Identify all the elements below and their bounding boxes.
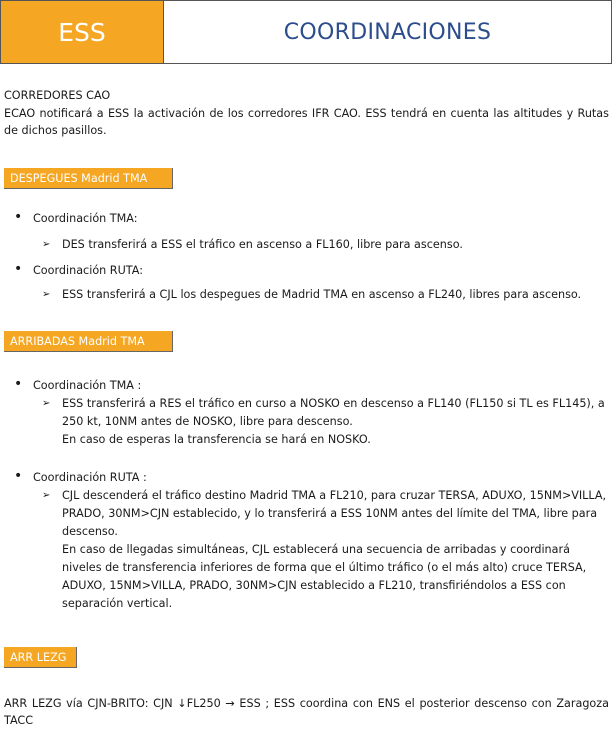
arribadas-item-label: Coordinación TMA : xyxy=(33,379,142,392)
arribadas-item-line: PRADO, 30NM>CJN establecido, y lo transferirá a ESS 10NM antes del límite del TMA, libre para xyxy=(62,507,598,520)
despegues-item-text: ESS transferirá a CJL los despegues de Madrid TMA en ascenso a FL240, libres para ascenso. xyxy=(62,288,582,301)
arrow-bullet-icon: ➢ xyxy=(42,289,51,300)
page-title: COORDINACIONES xyxy=(283,19,492,45)
lezg-text: ARR LEZG vía CJN-BRITO: CJN ↓FL250 → ESS ; ESS coordina con ENS el posterior descenso con Zaragoza TACC xyxy=(4,697,609,727)
arribadas-item-line: ADUXO, 15NM>VILLA, PRADO, 30NM>CJN establecido a FL210, transfiriéndolos a ESS con xyxy=(62,579,566,592)
bullet-icon: • xyxy=(14,209,23,225)
arribadas-item-line: En caso de llegadas simultáneas, CJL establecerá una secuencia de arribadas y coordinará xyxy=(62,543,570,556)
arrow-bullet-icon: ➢ xyxy=(42,239,51,250)
arribadas-item-line: CJL descenderá el tráfico destino Madrid TMA a FL210, para cruzar TERSA, ADUXO, 15NM>VILLA, xyxy=(62,489,607,502)
bullet-icon: • xyxy=(14,261,23,277)
arribadas-item-line: separación vertical. xyxy=(62,597,173,610)
lezg-tag: ARR LEZG xyxy=(4,647,77,668)
cao-heading: CORREDORES CAO xyxy=(4,89,111,102)
arribadas-tag: ARRIBADAS Madrid TMA xyxy=(4,331,173,352)
arribadas-item-label: Coordinación RUTA : xyxy=(33,471,147,484)
bullet-icon: • xyxy=(14,376,23,392)
arribadas-item-line: 250 kt, 10NM antes de NOSKO, libre para descenso. xyxy=(62,415,353,428)
despegues-item-label: Coordinación TMA: xyxy=(33,212,138,225)
arrow-bullet-icon: ➢ xyxy=(42,490,51,501)
page-header xyxy=(0,0,612,64)
arribadas-item-line: descenso. xyxy=(62,525,118,538)
arribadas-item-line: En caso de esperas la transferencia se hará en NOSKO. xyxy=(62,433,371,446)
bullet-icon: • xyxy=(14,468,23,484)
despegues-tag: DESPEGUES Madrid TMA xyxy=(4,168,173,189)
arrow-bullet-icon: ➢ xyxy=(42,398,51,409)
despegues-item-label: Coordinación RUTA: xyxy=(33,264,143,277)
cao-text: ECAO notificará a ESS la activación de los corredores IFR CAO. ESS tendrá en cuenta las altitudes y Rutas de dichos pasillos. xyxy=(4,107,609,137)
despegues-item-text: DES transferirá a ESS el tráfico en ascenso a FL160, libre para ascenso. xyxy=(62,238,463,251)
sector-code: ESS xyxy=(1,1,164,63)
arribadas-item-line: niveles de transferencia inferiores de forma que el último tráfico (o el más alto) cruce TERSA, xyxy=(62,561,587,574)
arribadas-item-line: ESS transferirá a RES el tráfico en curso a NOSKO en descenso a FL140 (FL150 si TL es FL145), a xyxy=(62,397,605,410)
